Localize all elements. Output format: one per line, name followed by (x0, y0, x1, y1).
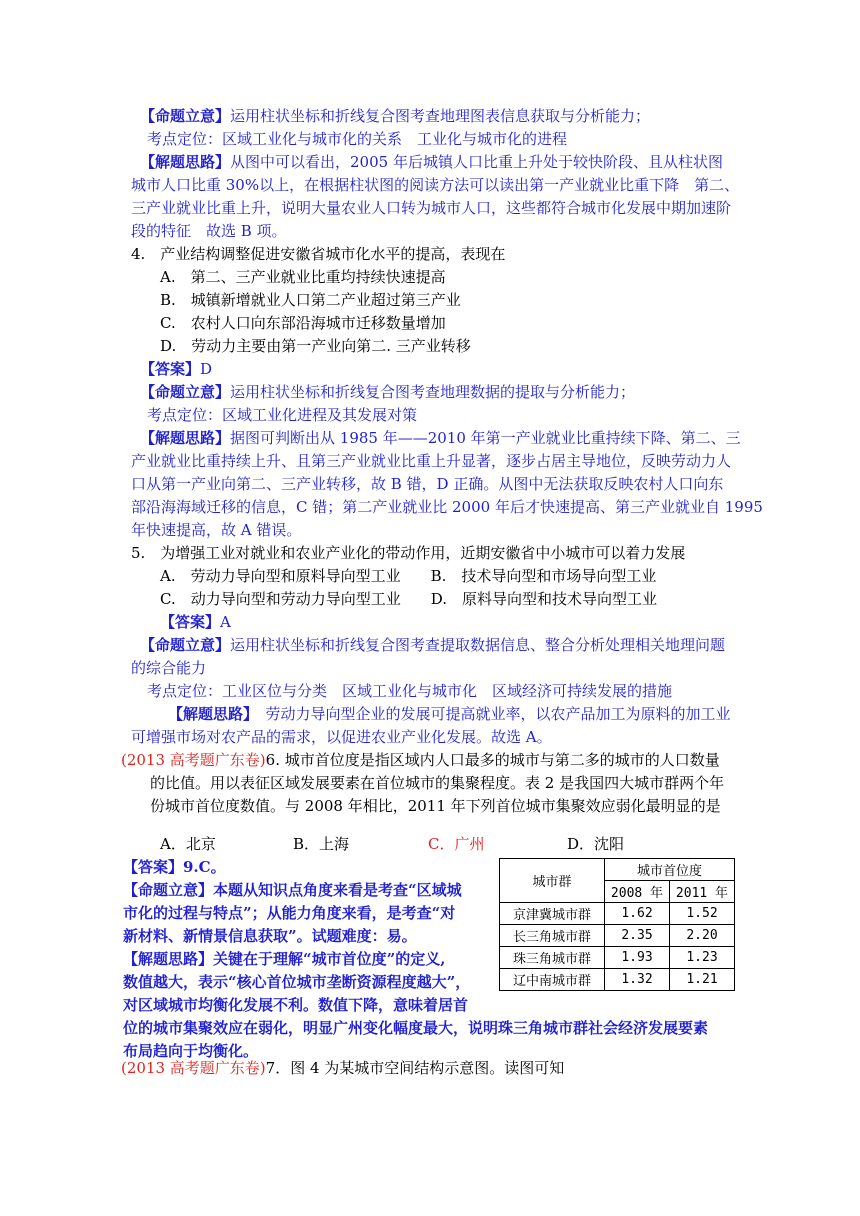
q3-analysis-line: 城市人口比重 30%以上，在根据柱状图的阅读方法可以读出第一产业就业比重下降 第二、 (131, 176, 740, 194)
table-row (500, 925, 735, 947)
table-cell-name: 长三角城市群 (500, 925, 605, 947)
table-header-2011: 2011 年 (670, 881, 735, 903)
q4-analysis-line: 口从第一产业向第二、三产业转移，故 B 错，D 正确。从图中无法获取反映农村人口向东 (131, 475, 724, 493)
table-cell-2011: 1.23 (670, 947, 735, 969)
q6-stem-line: 的比值。用以表征区域发展要素在首位城市的集聚程度。表 2 是我国四大城市群两个年 (150, 774, 725, 792)
q4-option-c: C. 农村人口向东部沿海城市迁移数量增加 (160, 314, 446, 332)
table-cell-name: 辽中南城市群 (500, 969, 605, 991)
q6-intent-line: 新材料、新情景信息获取”。试题难度：易。 (123, 927, 417, 945)
q4-answer: 【答案】D (140, 360, 213, 378)
q4-analysis-line: 产业就业比重持续上升、且第三产业就业比重上升显著，逐步占居主导地位，反映劳动力人 (131, 452, 732, 470)
q6-option-c: C．广州 (428, 835, 485, 853)
q4-option-a: A. 第二、三产业就业比重均持续快速提高 (160, 268, 446, 286)
q3-analysis-line: 三产业就业比重上升，说明大量农业人口转为城市人口，这些都符合城市化发展中期加速阶 (131, 199, 732, 217)
table-cell-2011: 1.52 (670, 903, 735, 925)
table-header-primacy: 城市首位度 (605, 859, 735, 881)
q6-option-b: B．上海 (293, 835, 350, 853)
q6-analysis-line: 对区域城市均衡化发展不利。数值下降，意味着居首 (123, 996, 469, 1014)
q3-topic: 考点定位：区域工业化与城市化的关系 工业化与城市化的进程 (147, 130, 568, 148)
q4-analysis: 【解题思路】据图可判断出从 1985 年——2010 年第一产业就业比重持续下降、第二、三 (140, 429, 741, 447)
q3-intent: 【命题立意】运用柱状坐标和折线复合图考查地理图表信息获取与分析能力； (140, 107, 651, 125)
table-cell-2008: 1.32 (605, 969, 670, 991)
q4-analysis-line: 年快速提高，故 A 错误。 (131, 521, 302, 539)
q6-intent: 【命题立意】本题从知识点角度来看是考查“区域城 (123, 881, 462, 899)
q6-intent-line: 市化的过程与特点”；从能力角度来看，是考查“对 (123, 904, 456, 922)
q4-analysis-line: 部沿海海域迁移的信息，C 错；第二产业就业比 2000 年后才快速提高、第三产业就业自 1995 (131, 498, 763, 516)
table-cell-name: 珠三角城市群 (500, 947, 605, 969)
q4-intent: 【命题立意】运用柱状坐标和折线复合图考查地理数据的提取与分析能力； (140, 383, 636, 401)
q5-analysis-line: 可增强市场对农产品的需求，以促进农业产业化发展。故选 A。 (131, 728, 552, 746)
q6-analysis-line: 位的城市集聚效应在弱化，明显广州变化幅度最大，说明珠三角城市群社会经济发展要素 (123, 1019, 709, 1037)
q3-analysis: 【解题思路】从图中可以看出，2005 年后城镇人口比重上升处于较快阶段、且从柱状图 (140, 153, 723, 171)
table-header-group: 城市群 (500, 859, 605, 903)
q6-option-a: A．北京 (160, 835, 216, 853)
q5-topic: 考点定位：工业区位与分类 区域工业化与城市化 区域经济可持续发展的措施 (147, 682, 673, 700)
q5-stem: 5. 为增强工业对就业和农业产业化的带动作用，近期安徽省中小城市可以着力发展 (131, 544, 686, 562)
table-header-2008: 2008 年 (605, 881, 670, 903)
table-cell-name: 京津冀城市群 (500, 903, 605, 925)
q6-answer: 【答案】9.C。 (123, 858, 226, 876)
q7-stem: (2013 高考题广东卷)7．图 4 为某城市空间结构示意图。读图可知 (121, 1059, 565, 1077)
table-cell-2008: 2.35 (605, 925, 670, 947)
q6-analysis-line: 布局趋向于均衡化。 (123, 1042, 259, 1060)
city-primacy-table (499, 858, 735, 991)
q4-option-d: D. 劳动力主要由第一产业向第二. 三产业转移 (160, 337, 471, 355)
table-row (500, 969, 735, 991)
q4-option-b: B. 城镇新增就业人口第二产业超过第三产业 (160, 291, 461, 309)
q5-answer: 【答案】A (160, 613, 231, 631)
q5-intent: 【命题立意】运用柱状坐标和折线复合图考查提取数据信息、整合分析处理相关地理问题 (140, 636, 726, 654)
table-row (500, 903, 735, 925)
q6-stem: (2013 高考题广东卷)6. 城市首位度是指区域内人口最多的城市与第二多的城市的人口数量 (121, 751, 720, 769)
table-row (500, 947, 735, 969)
q5-analysis: 【解题思路】 劳动力导向型企业的发展可提高就业率，以农产品加工为原料的加工业 (168, 705, 731, 723)
q4-stem: 4. 产业结构调整促进安徽省城市化水平的提高，表现在 (131, 245, 506, 263)
q3-analysis-line: 段的特征 故选 B 项。 (131, 222, 287, 240)
q6-analysis-line: 数值越大，表示“核心首位城市垄断资源程度越大”， (123, 973, 471, 991)
q6-option-d: D．沈阳 (567, 835, 625, 853)
table-cell-2008: 1.93 (605, 947, 670, 969)
q6-stem-line: 份城市首位度数值。与 2008 年相比，2011 年下列首位城市集聚效应弱化最明显的是 (150, 797, 721, 815)
table-cell-2011: 2.20 (670, 925, 735, 947)
q4-topic: 考点定位：区域工业化进程及其发展对策 (147, 406, 418, 424)
table-cell-2011: 1.21 (670, 969, 735, 991)
q5-options-cd: C. 动力导向型和劳动力导向型工业 D. 原料导向型和技术导向型工业 (160, 590, 657, 608)
q6-analysis: 【解题思路】关键在于理解“城市首位度”的定义, (123, 950, 446, 968)
q5-options-ab: A. 劳动力导向型和原料导向型工业 B. 技术导向型和市场导向型工业 (160, 567, 657, 585)
table-cell-2008: 1.62 (605, 903, 670, 925)
q5-intent-line: 的综合能力 (131, 659, 207, 677)
